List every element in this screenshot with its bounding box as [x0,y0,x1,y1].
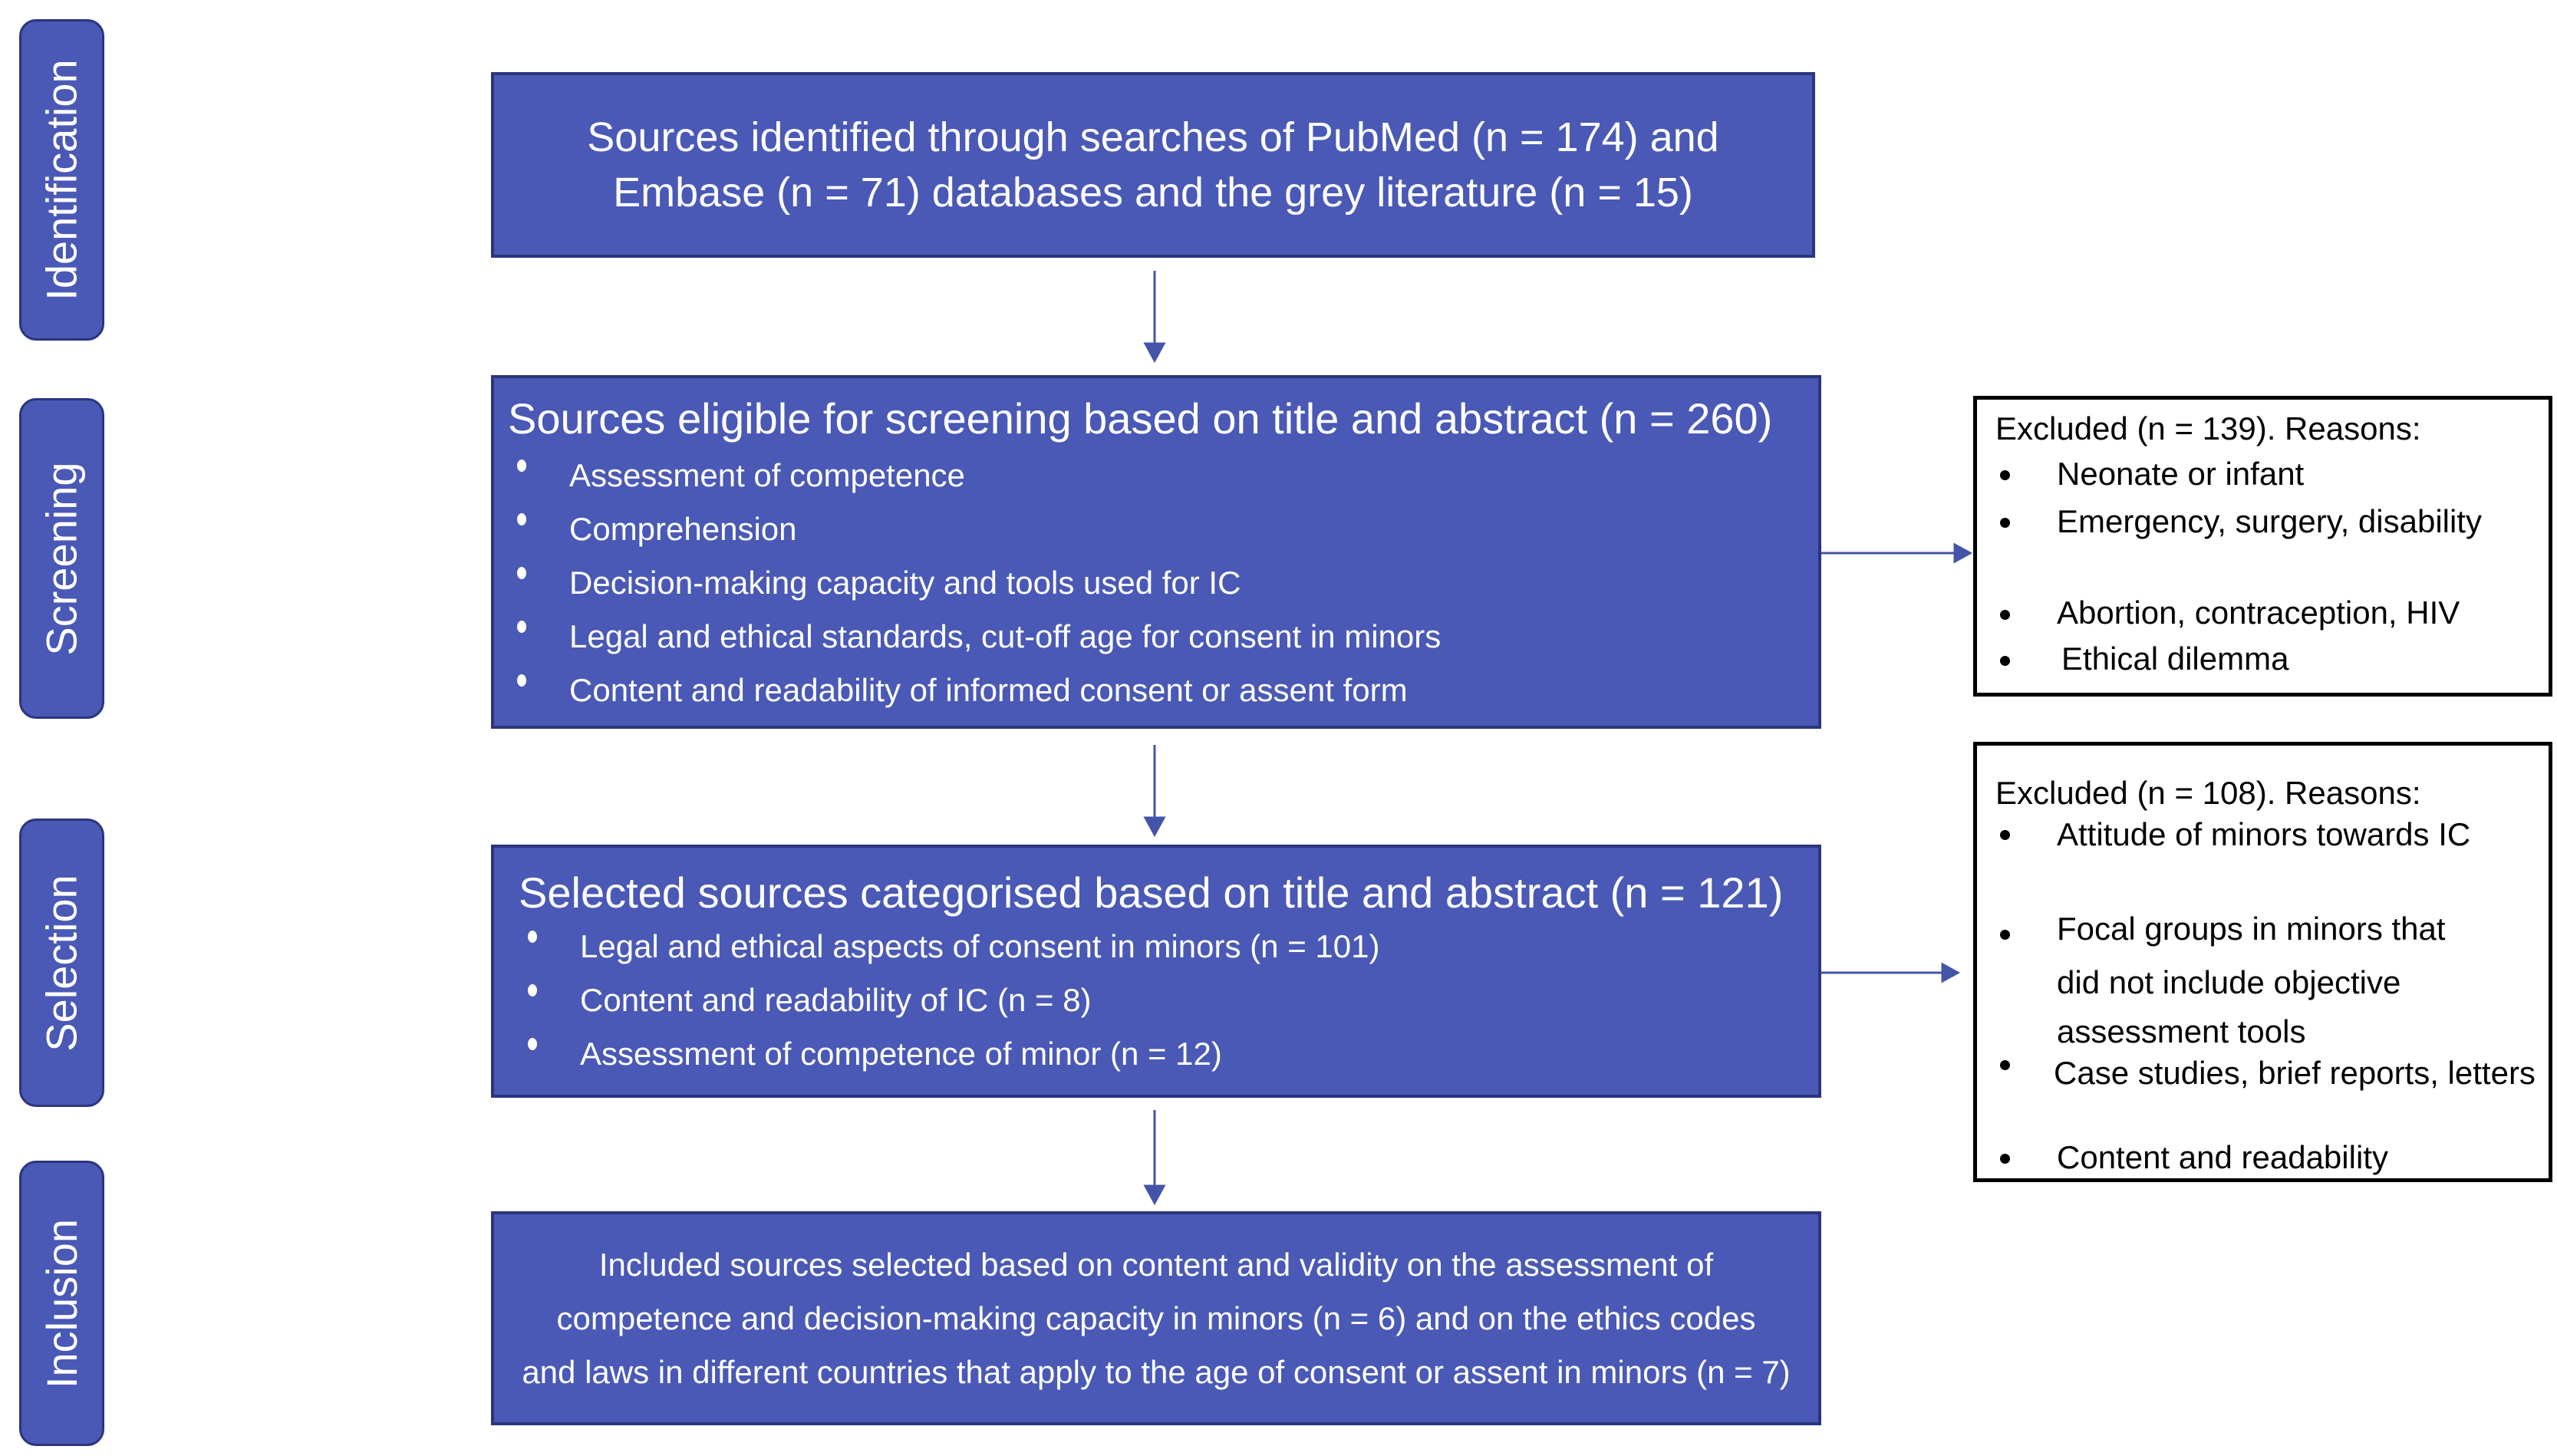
exclusion-header: Excluded (n = 139). Reasons: [1995,410,2421,446]
phase-label-text: Screening [38,461,87,656]
list-item: Assessment of competence of minor (n = 12) [519,1027,1818,1081]
exclusion-header: Excluded (n = 108). Reasons: [1995,775,2421,811]
list-item: Content and readability of informed consent or assent form [508,664,1818,717]
arrow-head-down-icon [1145,1186,1164,1203]
selection-title: Selected sources categorised based on title and abstract (n = 121) [519,868,1784,917]
list-item: Focal groups in minors that [1995,902,2549,956]
phase-label-text: Identification [38,59,86,301]
inclusion-line: and laws in different countries that apply to the age of consent or assent in minors (n = 7) [522,1353,1791,1390]
list-item: Content and readability [1995,1135,2549,1180]
arrow-head-down-icon [1145,818,1164,835]
arrow-head-right-icon [1955,545,1970,562]
arrow-head-right-icon [1942,964,1958,981]
list-item: Neonate or infant [1995,450,2549,498]
list-item: Case studies, brief reports, letters [1995,1054,2549,1092]
list-item: Legal and ethical standards, cut-off age for consent in minors [508,610,1818,664]
list-item: Emergency, surgery, disability [1995,498,2549,545]
list-item: Assessment of competence [508,449,1818,502]
identification-line: Sources identified through searches of PubMed (n = 174) and [587,114,1719,160]
list-item-continuation: did not include objective [2057,964,2401,1000]
list-item-continuation: assessment tools [2057,1013,2306,1049]
list-item: Ethical dilemma [1995,636,2549,682]
inclusion-line: competence and decision-making capacity in minors (n = 6) and on the ethics codes [556,1300,1756,1336]
identification-line: Embase (n = 71) databases and the grey literature (n = 15) [613,170,1693,216]
list-item: Attitude of minors towards IC [1995,815,2549,855]
list-item: Abortion, contraception, HIV [1995,590,2549,636]
list-item: Content and readability of IC (n = 8) [519,973,1818,1027]
list-item: Legal and ethical aspects of consent in minors (n = 101) [519,920,1818,973]
phase-label-text: Selection [38,874,86,1052]
screening-title: Sources eligible for screening based on title and abstract (n = 260) [508,394,1773,443]
inclusion-line: Included sources selected based on content and validity on the assessment of [598,1246,1714,1283]
list-item: Comprehension [508,502,1818,556]
arrow-head-down-icon [1145,344,1164,361]
phase-label-text: Inclusion [38,1218,86,1388]
list-item: Decision-making capacity and tools used for IC [508,556,1818,610]
